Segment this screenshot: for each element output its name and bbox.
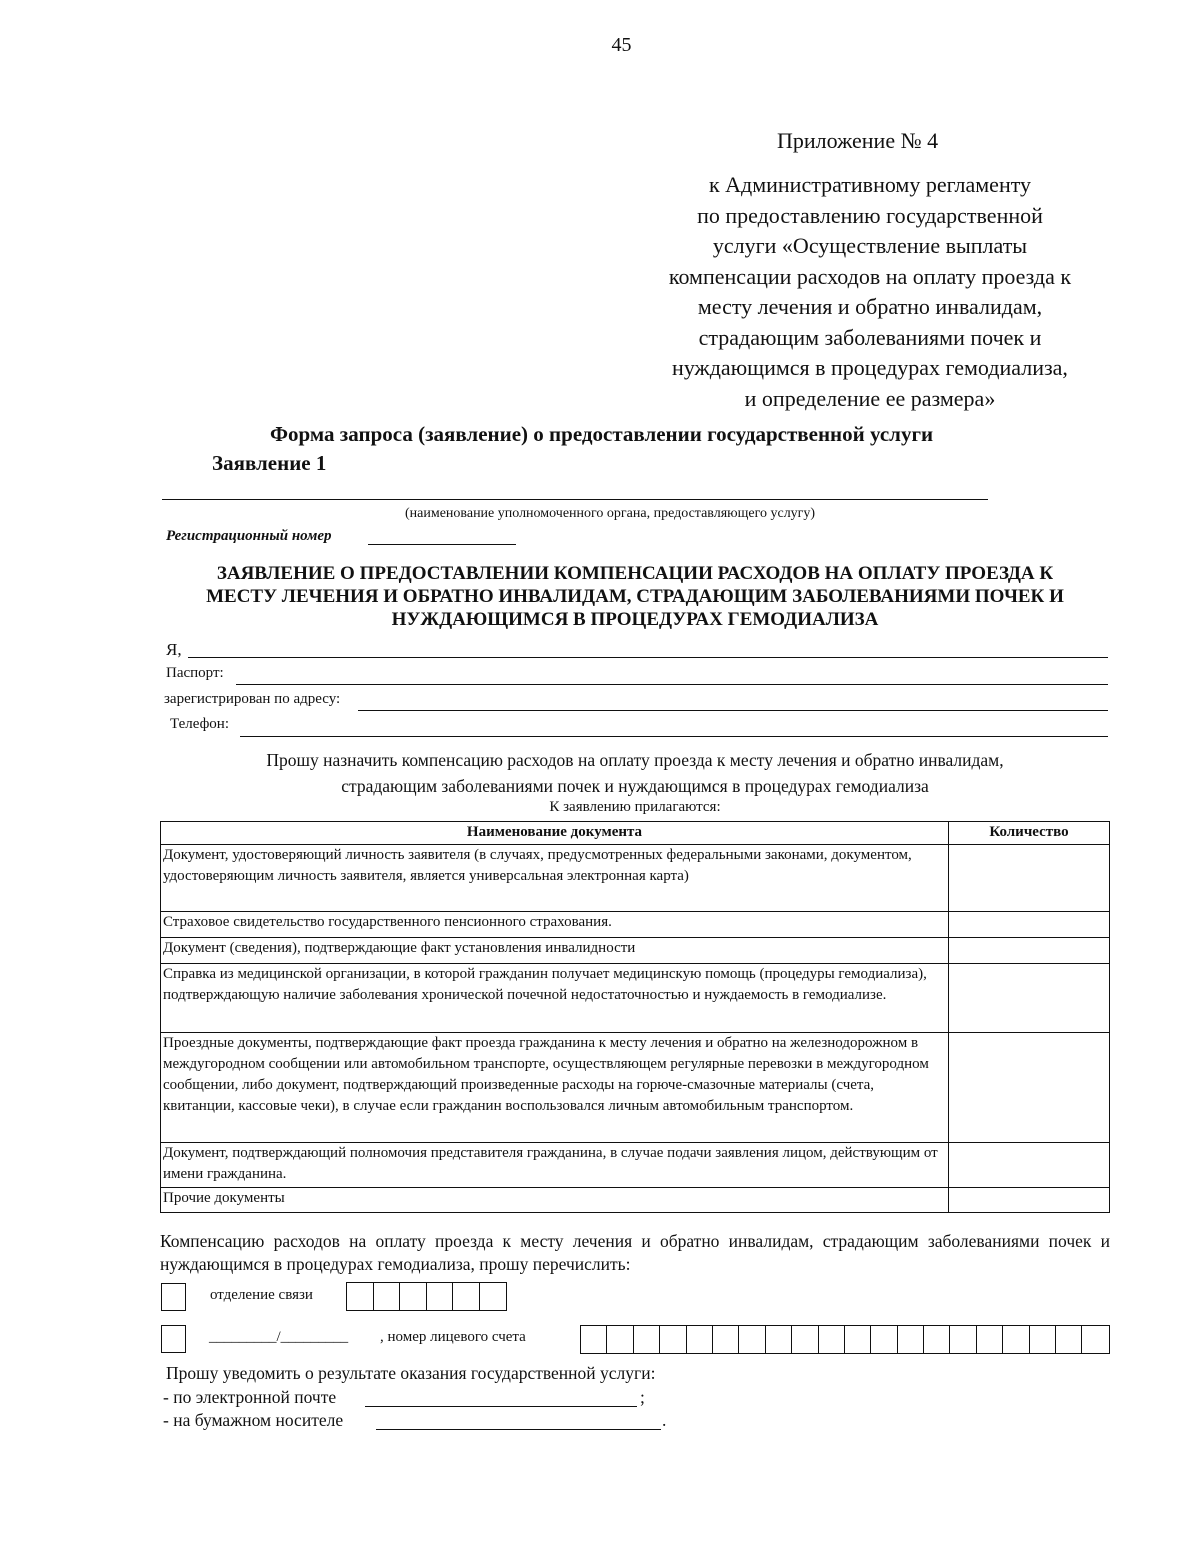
notify-paper-label: - на бумажном носителе — [163, 1410, 344, 1430]
heading-line: ЗАЯВЛЕНИЕ О ПРЕДОСТАВЛЕНИИ КОМПЕНСАЦИИ РАСХОДОВ НА ОПЛАТУ ПРОЕЗДА К — [216, 563, 1054, 584]
notify-email-end: ; — [640, 1387, 645, 1407]
account-cell[interactable] — [766, 1326, 792, 1353]
notify-paper-end: . — [662, 1410, 667, 1430]
account-cell[interactable] — [1030, 1326, 1056, 1353]
address-field[interactable] — [358, 710, 1108, 711]
authority-caption: (наименование уполномоченного органа, предоставляющего услугу) — [405, 506, 816, 521]
document-name-cell: Справка из медицинской организации, в которой гражданин получает медицинскую помощь (процедуры гемодиализа), подтверждающую наличие заболевания хронической почечной недостаточностью и нуждаемость в гемодиализе. — [161, 964, 949, 1033]
appendix-subtitle — [630, 170, 1110, 414]
appendix-line: компенсации расходов на оплату проезда к — [668, 263, 1072, 289]
documents-table — [160, 821, 1110, 1213]
notify-paper-field[interactable] — [376, 1429, 661, 1430]
account-cell[interactable] — [845, 1326, 871, 1353]
document-name-cell: Документ (сведения), подтверждающие факт установления инвалидности — [161, 938, 949, 964]
quantity-cell[interactable] — [949, 964, 1110, 1033]
account-cell[interactable] — [739, 1326, 765, 1353]
code-cell[interactable] — [347, 1283, 374, 1310]
account-cell[interactable] — [660, 1326, 686, 1353]
account-number-label: , номер лицевого счета — [380, 1329, 526, 1345]
account-cell[interactable] — [819, 1326, 845, 1353]
account-cell[interactable] — [792, 1326, 818, 1353]
account-cell[interactable] — [977, 1326, 1003, 1353]
quantity-cell[interactable] — [949, 1033, 1110, 1143]
request-text — [160, 747, 1110, 799]
code-cell[interactable] — [427, 1283, 454, 1310]
phone-field[interactable] — [240, 736, 1108, 737]
account-cell[interactable] — [581, 1326, 607, 1353]
appendix-line: нуждающимся в процедурах гемодиализа, — [672, 355, 1068, 380]
table-row — [161, 964, 1110, 1033]
code-cell[interactable] — [374, 1283, 401, 1310]
form-title: Форма запроса (заявление) о предоставлении государственной услуги — [270, 422, 934, 446]
document-name-cell: Прочие документы — [161, 1188, 949, 1213]
notify-title: Прошу уведомить о результате оказания государственной услуги: — [166, 1363, 656, 1383]
table-row — [161, 938, 1110, 964]
table-row — [161, 1033, 1110, 1143]
account-cell[interactable] — [898, 1326, 924, 1353]
bank-account-checkbox[interactable] — [161, 1325, 186, 1353]
post-office-code-cells[interactable] — [346, 1282, 507, 1311]
quantity-cell[interactable] — [949, 845, 1110, 912]
request-line: страдающим заболеваниями почек и нуждающимся в процедурах гемодиализа — [341, 776, 929, 796]
registration-number-label: Регистрационный номер — [166, 528, 332, 544]
account-cell[interactable] — [1003, 1326, 1029, 1353]
account-cell[interactable] — [1056, 1326, 1082, 1353]
account-cell[interactable] — [634, 1326, 660, 1353]
document-name-cell: Документ, подтверждающий полномочия представителя гражданина, в случае подачи заявления лицом, действующим от имени гражданина. — [161, 1143, 949, 1188]
compensation-text: Компенсацию расходов на оплату проезда к месту лечения и обратно инвалидам, страдающим заболеваниями почек и нуждающимся в процедурах гемодиализа, прошу перечислить: — [160, 1231, 1110, 1274]
table-row — [161, 912, 1110, 938]
passport-field[interactable] — [236, 684, 1108, 685]
column-header-document: Наименование документа — [161, 822, 949, 845]
heading-line: НУЖДАЮЩИМСЯ В ПРОЦЕДУРАХ ГЕМОДИАЛИЗА — [391, 609, 879, 630]
account-cell[interactable] — [950, 1326, 976, 1353]
account-cell[interactable] — [924, 1326, 950, 1353]
applicant-name-label: Я, — [166, 640, 182, 659]
notify-email-field[interactable] — [365, 1406, 637, 1407]
column-header-quantity: Количество — [949, 822, 1110, 845]
authority-name-line[interactable] — [162, 499, 988, 500]
appendix-line: страдающим заболеваниями почек и — [698, 324, 1042, 350]
post-office-checkbox[interactable] — [161, 1283, 186, 1311]
account-cell[interactable] — [1082, 1326, 1108, 1353]
table-row — [161, 1188, 1110, 1213]
account-cell[interactable] — [713, 1326, 739, 1353]
table-header-row — [161, 822, 1110, 845]
document-name-cell: Документ, удостоверяющий личность заявителя (в случаях, предусмотренных федеральными законами, документом, удостоверяющим личность заявителя, является универсальная электронная карта) — [161, 845, 949, 912]
page-number: 45 — [611, 34, 632, 56]
account-cell[interactable] — [871, 1326, 897, 1353]
notify-email-label: - по электронной почте — [163, 1387, 337, 1407]
appendix-line: к Административному регламенту — [708, 172, 1032, 197]
request-line: Прошу назначить компенсацию расходов на оплату проезда к месту лечения и обратно инвалидам, — [266, 750, 1004, 770]
bank-prefix-field[interactable]: _________/_________ — [209, 1329, 349, 1345]
heading-line: МЕСТУ ЛЕЧЕНИЯ И ОБРАТНО ИНВАЛИДАМ, СТРАДАЮЩИМ ЗАБОЛЕВАНИЯМИ ПОЧЕК И — [206, 586, 1064, 607]
account-number-cells[interactable] — [580, 1325, 1110, 1354]
code-cell[interactable] — [453, 1283, 480, 1310]
code-cell[interactable] — [400, 1283, 427, 1310]
quantity-cell[interactable] — [949, 1188, 1110, 1213]
applicant-name-field[interactable] — [188, 657, 1108, 658]
address-label: зарегистрирован по адресу: — [164, 691, 341, 707]
code-cell[interactable] — [480, 1283, 506, 1310]
statement-label: Заявление 1 — [212, 451, 327, 475]
statement-heading — [160, 562, 1110, 631]
account-cell[interactable] — [607, 1326, 633, 1353]
document-name-cell: Проездные документы, подтверждающие факт проезда гражданина к месту лечения и обратно на железнодорожном в междугородном сообщении или автомобильном транспорте, осуществляющем регулярные перевозки в междугородном сообщении, либо документ, подтверждающий произведенные расходы на горюче-смазочные материалы (счета, квитанции, кассовые чеки), в случае если гражданин воспользовался личным автомобильным транспортом. — [161, 1033, 949, 1143]
document-name-cell: Страховое свидетельство государственного пенсионного страхования. — [161, 912, 949, 938]
appendix-title: Приложение № 4 — [777, 128, 939, 153]
account-cell[interactable] — [687, 1326, 713, 1353]
appendix-line: услуги «Осуществление выплаты — [712, 233, 1028, 258]
table-row — [161, 845, 1110, 912]
passport-label: Паспорт: — [166, 665, 224, 681]
registration-number-field[interactable] — [368, 544, 516, 545]
table-row — [161, 1143, 1110, 1188]
quantity-cell[interactable] — [949, 912, 1110, 938]
quantity-cell[interactable] — [949, 938, 1110, 964]
post-office-label: отделение связи — [210, 1287, 313, 1303]
appendix-line: по предоставлению государственной — [697, 202, 1043, 228]
appendix-line: и определение ее размера» — [744, 385, 996, 411]
phone-label: Телефон: — [170, 716, 229, 732]
appendix-line: месту лечения и обратно инвалидам, — [697, 294, 1043, 319]
attachments-label: К заявлению прилагаются: — [549, 799, 721, 815]
quantity-cell[interactable] — [949, 1143, 1110, 1188]
